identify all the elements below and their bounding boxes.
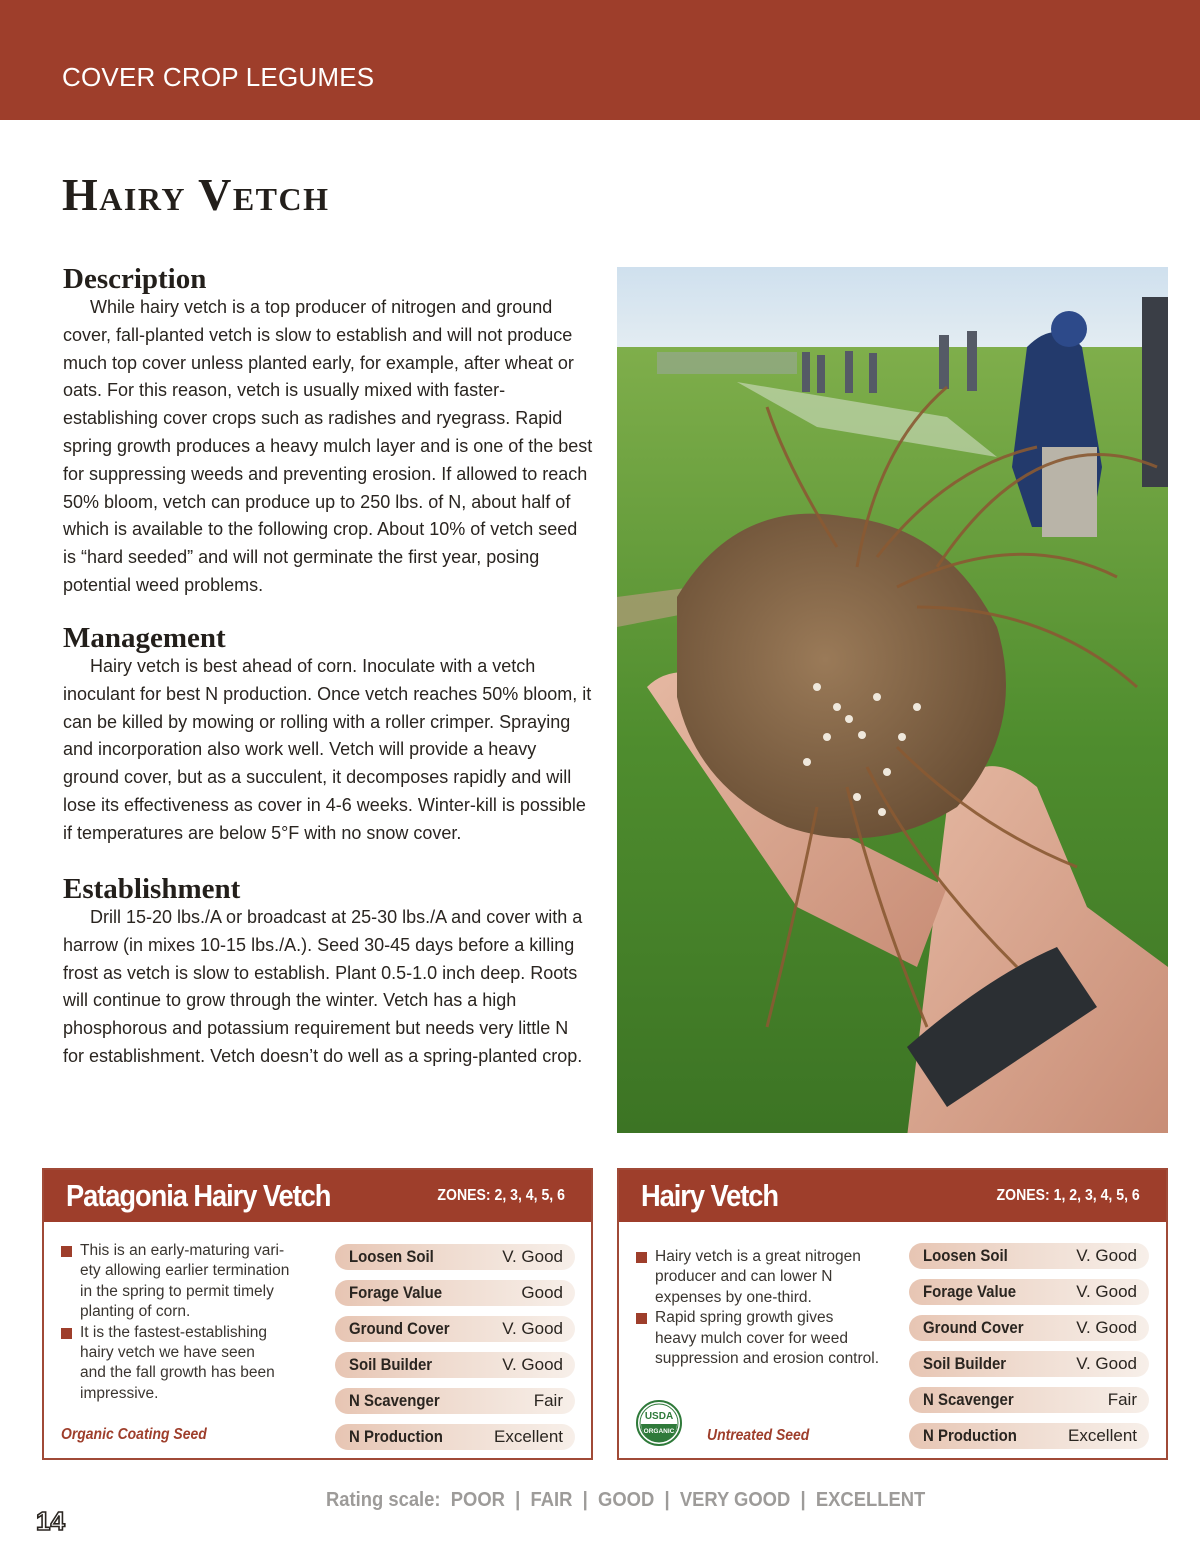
- rating-n-scavenger: N Scavenger Fair: [909, 1387, 1149, 1413]
- rating-n-production: N Production Excellent: [335, 1424, 575, 1450]
- rating-ground-cover: Ground Cover V. Good: [909, 1315, 1149, 1341]
- card-header: [619, 1170, 1166, 1222]
- card-bullets: [61, 1241, 323, 1404]
- description-section: [63, 262, 593, 600]
- square-bullet-icon: [61, 1328, 72, 1339]
- page-title: Hairy Vetch: [62, 169, 330, 220]
- management-heading: Management: [63, 622, 226, 654]
- product-card-patagonia-hairy-vetch: [42, 1168, 593, 1460]
- rating-soil-builder: Soil Builder V. Good: [335, 1352, 575, 1378]
- bullet-item: This is an early-maturing vari- ety allowing earlier termination in the spring to permit timely planting of corn.: [61, 1241, 323, 1323]
- seed-type-label: Untreated Seed: [707, 1427, 810, 1444]
- card-title: Hairy Vetch: [641, 1178, 778, 1213]
- card-zones: ZONES: 1, 2, 3, 4, 5, 6: [996, 1187, 1140, 1204]
- rating-soil-builder: Soil Builder V. Good: [909, 1351, 1149, 1377]
- ratings-list: [909, 1243, 1149, 1459]
- card-title: Patagonia Hairy Vetch: [66, 1178, 331, 1213]
- usda-organic-seal-icon: [636, 1400, 682, 1446]
- rating-forage-value: Forage Value Good: [335, 1280, 575, 1306]
- description-heading: Description: [63, 263, 207, 295]
- section-label: COVER CROP LEGUMES: [62, 62, 375, 92]
- hand-holding-vetch-roots-photo: [617, 267, 1168, 1133]
- usda-badge-bottom: ORGANIC: [643, 1428, 675, 1435]
- rating-n-production: N Production Excellent: [909, 1423, 1149, 1449]
- card-zones: ZONES: 2, 3, 4, 5, 6: [437, 1187, 565, 1204]
- seed-type-label: Organic Coating Seed: [61, 1426, 207, 1443]
- square-bullet-icon: [61, 1246, 72, 1257]
- rating-loosen-soil: Loosen Soil V. Good: [335, 1244, 575, 1270]
- page-number: 14: [36, 1506, 65, 1536]
- card-header: [44, 1170, 591, 1222]
- rating-scale: Rating scale: POOR | FAIR | GOOD | VERY GOOD | EXCELLENT: [326, 1489, 926, 1511]
- establishment-section: [63, 872, 593, 1071]
- management-section: [63, 621, 593, 848]
- rating-forage-value: Forage Value V. Good: [909, 1279, 1149, 1305]
- description-text: While hairy vetch is a top producer of nitrogen and ground cover, fall-planted vetch is slow to establish and will not produce much top cover unless planted early, for example, after wheat or oats. For this reason, vetch is usually mixed with faster-establishing cover crops such as radishes and ryegrass. Rapid spring growth produces a heavy mulch layer and is one of the best for suppressing weeds and preventing erosion. If allowed to reach 50% bloom, vetch can produce up to 250 lbs. of N, about half of which is available to the following crop. About 10% of vetch seed is “hard seeded” and will not germinate the first year, posing potential weed problems.: [63, 297, 593, 595]
- management-text: Hairy vetch is best ahead of corn. Inoculate with a vetch inoculant for best N production. Once vetch reaches 50% bloom, it can be killed by mowing or rolling with a roller crimper. Spraying and incorporation also work well. Vetch will provide a heavy ground cover, but as a succulent, it decomposes rapidly and will lose its effectiveness as cover in 4-6 weeks. Winter-kill is possible if temperatures are below 5°F with no snow cover.: [63, 656, 592, 843]
- header-band: [0, 0, 1200, 120]
- bullet-item: Hairy vetch is a great nitrogen producer and can lower N expenses by one-third.: [636, 1247, 906, 1308]
- establishment-heading: Establishment: [63, 873, 241, 905]
- square-bullet-icon: [636, 1252, 647, 1263]
- product-card-hairy-vetch: [617, 1168, 1168, 1460]
- rating-n-scavenger: N Scavenger Fair: [335, 1388, 575, 1414]
- rating-ground-cover: Ground Cover V. Good: [335, 1316, 575, 1342]
- card-bullets: [636, 1247, 906, 1369]
- ratings-list: [335, 1244, 575, 1460]
- bullet-item: Rapid spring growth gives heavy mulch cover for weed suppression and erosion control.: [636, 1308, 906, 1369]
- rating-loosen-soil: Loosen Soil V. Good: [909, 1243, 1149, 1269]
- bullet-item: It is the fastest-establishing hairy vetch we have seen and the fall growth has been impressive.: [61, 1323, 323, 1405]
- establishment-text: Drill 15-20 lbs./A or broadcast at 25-30 lbs./A and cover with a harrow (in mixes 10-15 lbs./A.). Seed 30-45 days before a killing frost as vetch is slow to establish. Plant 0.5-1.0 inch deep. Roots will continue to grow through the winter. Vetch has a high phosphorous and potassium requirement but needs very little N for establishment. Vetch doesn’t do well as a spring-planted crop.: [63, 907, 583, 1066]
- square-bullet-icon: [636, 1313, 647, 1324]
- usda-badge-top: USDA: [644, 1411, 674, 1422]
